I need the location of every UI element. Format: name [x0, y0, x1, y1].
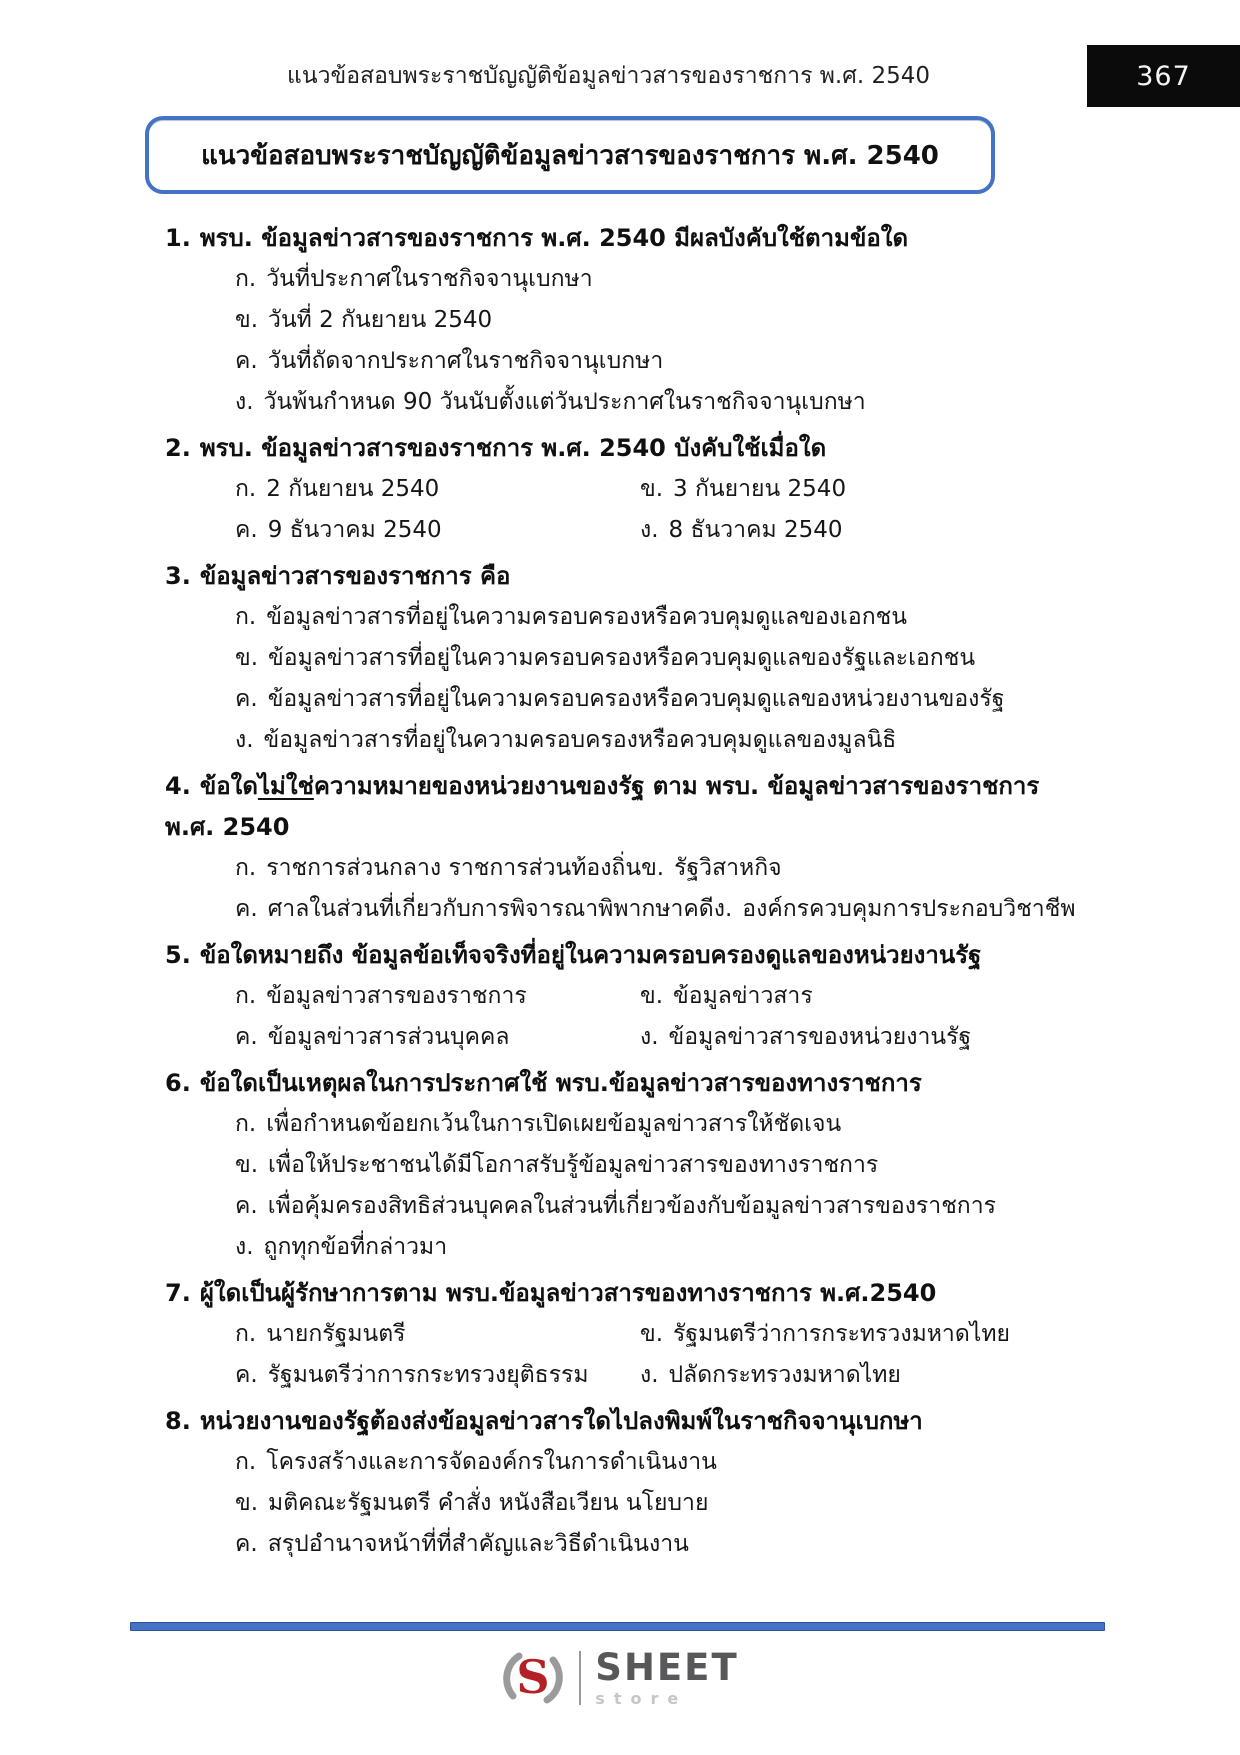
option-row [165, 638, 1080, 679]
option [640, 1017, 1080, 1058]
question-text: ข้อใด [199, 772, 258, 800]
question-text: ความหมายของหน่วยงานของรัฐ ตาม พรบ. ข้อมูลข่าวสารของราชการ พ.ศ. 2540 [165, 772, 1040, 841]
option-row [165, 1104, 1080, 1145]
option [640, 510, 1080, 551]
option-text: วันที่ถัดจากประกาศในราชกิจจานุเบกษา [267, 348, 664, 374]
question-text: ข้อใดหมายถึง ข้อมูลข้อเท็จจริงที่อยู่ในความครอบครองดูแลของหน่วยงานรัฐ [199, 941, 982, 969]
option-label: ก. [235, 855, 257, 881]
question-number: 1. [165, 224, 191, 252]
option [235, 976, 640, 1017]
option-label: ค. [235, 1193, 258, 1219]
option-text: รัฐมนตรีว่าการกระทรวงยุติธรรม [267, 1362, 589, 1388]
option [640, 469, 1080, 510]
option-text: ข้อมูลข่าวสาร [673, 983, 813, 1009]
option-label: ข. [235, 307, 259, 333]
option-label: ค. [235, 686, 258, 712]
sheet-store-logo-icon [501, 1646, 565, 1710]
option-text: ข้อมูลข่าวสารที่อยู่ในความครอบครองหรือควบคุมดูแลของเอกชน [266, 604, 907, 630]
page-number-badge [1087, 45, 1240, 107]
option [235, 1483, 1080, 1524]
option-row [165, 1186, 1080, 1227]
option-row [165, 1524, 1080, 1565]
option [235, 597, 1080, 638]
question-header [165, 1063, 1080, 1104]
option-text: ถูกทุกข้อที่กล่าวมา [263, 1234, 448, 1260]
option-text: เพื่อให้ประชาชนได้มีโอกาสรับรู้ข้อมูลข่าวสารของทางราชการ [268, 1152, 879, 1178]
option-text: โครงสร้างและการจัดองค์กรในการดำเนินงาน [266, 1449, 717, 1475]
option [235, 720, 1080, 761]
option-text: ข้อมูลข่าวสารของหน่วยงานรัฐ [668, 1024, 972, 1050]
option-text: นายกรัฐมนตรี [266, 1321, 406, 1347]
question-header [165, 1401, 1080, 1442]
option-label: ง. [713, 896, 733, 922]
question-text: ข้อใดเป็นเหตุผลในการประกาศใช้ พรบ.ข้อมูลข่าวสารของทางราชการ [199, 1069, 922, 1097]
option [235, 300, 1080, 341]
question-number: 5. [165, 941, 191, 969]
option-text: ปลัดกระทรวงมหาดไทย [668, 1362, 901, 1388]
question-header [165, 556, 1080, 597]
option-label: ค. [235, 1024, 258, 1050]
option-row [165, 1442, 1080, 1483]
option-row [165, 976, 1080, 1017]
question-text: พรบ. ข้อมูลข่าวสารของราชการ พ.ศ. 2540 บังคับใช้เมื่อใด [199, 434, 827, 462]
option [235, 1104, 1080, 1145]
question [165, 935, 1080, 1058]
option [235, 1145, 1080, 1186]
option-text: ข้อมูลข่าวสารของราชการ [266, 983, 527, 1009]
option-row [165, 259, 1080, 300]
option-row [165, 848, 1080, 889]
option-label: ก. [235, 266, 257, 292]
question [165, 556, 1080, 761]
svg-text:S: S [516, 1650, 550, 1704]
question [165, 1063, 1080, 1268]
option-label: ค. [235, 1531, 258, 1557]
option-row [165, 300, 1080, 341]
question-text: ผู้ใดเป็นผู้รักษาการตาม พรบ.ข้อมูลข่าวสารของทางราชการ พ.ศ.2540 [199, 1279, 937, 1307]
option [235, 510, 640, 551]
question-number: 8. [165, 1407, 191, 1435]
option-text: มติคณะรัฐมนตรี คำสั่ง หนังสือเวียน นโยบาย [268, 1490, 709, 1516]
option-row [165, 1145, 1080, 1186]
option-row [165, 679, 1080, 720]
option-label: ก. [235, 1111, 257, 1137]
question-text: พรบ. ข้อมูลข่าวสารของราชการ พ.ศ. 2540 มีผลบังคับใช้ตามข้อใด [199, 224, 909, 252]
option-label: ก. [235, 1449, 257, 1475]
question-number: 2. [165, 434, 191, 462]
option-text: 3 กันยายน 2540 [673, 476, 847, 502]
option-row [165, 1314, 1080, 1355]
option-text: ข้อมูลข่าวสารที่อยู่ในความครอบครองหรือควบคุมดูแลของมูลนิธิ [263, 727, 897, 753]
option-text: เพื่อคุ้มครองสิทธิส่วนบุคคลในส่วนที่เกี่ยวข้องกับข้อมูลข่าวสารของราชการ [267, 1193, 996, 1219]
option-text: รัฐวิสาหกิจ [674, 855, 782, 881]
option-text: รัฐมนตรีว่าการกระทรวงมหาดไทย [673, 1321, 1010, 1347]
option [235, 259, 1080, 300]
option-text: วันที่ประกาศในราชกิจจานุเบกษา [266, 266, 593, 292]
title-box [145, 116, 995, 194]
option-text: เพื่อกำหนดข้อยกเว้นในการเปิดเผยข้อมูลข่าวสารให้ชัดเจน [266, 1111, 842, 1137]
option-text: สรุปอำนาจหน้าที่ที่สำคัญและวิธีดำเนินงาน [267, 1531, 689, 1557]
option-row [165, 469, 1080, 510]
option-label: ก. [235, 476, 257, 502]
option-row [165, 1227, 1080, 1268]
option-text: ราชการส่วนกลาง ราชการส่วนท้องถิ่น [266, 855, 642, 881]
option [235, 1442, 1080, 1483]
option [235, 638, 1080, 679]
option-label: ข. [640, 983, 664, 1009]
option-label: ค. [235, 517, 258, 543]
option-label: ค. [235, 348, 258, 374]
option-label: ง. [235, 727, 254, 753]
option-label: ข. [641, 855, 665, 881]
question-text: หน่วยงานของรัฐต้องส่งข้อมูลข่าวสารใดไปลงพิมพ์ในราชกิจจานุเบกษา [199, 1407, 923, 1435]
option-row [165, 1483, 1080, 1524]
option-row [165, 341, 1080, 382]
question-header [165, 935, 1080, 976]
option-label: ง. [640, 517, 659, 543]
option [235, 889, 714, 930]
option [235, 382, 1080, 423]
option [235, 1227, 1080, 1268]
option-text: ศาลในส่วนที่เกี่ยวกับการพิจารณาพิพากษาคดี [267, 896, 714, 922]
question [165, 766, 1080, 930]
question-text-underlined: ไม่ใช่ [257, 772, 314, 800]
question-number: 6. [165, 1069, 191, 1097]
question [165, 218, 1080, 423]
option [641, 848, 1080, 889]
option-label: ข. [640, 476, 664, 502]
question-number: 4. [165, 772, 191, 800]
option-label: ค. [235, 1362, 258, 1388]
option-row [165, 1355, 1080, 1396]
logo-divider [579, 1651, 581, 1705]
option-label: ข. [235, 645, 259, 671]
option [235, 1355, 640, 1396]
option-label: ข. [235, 1490, 259, 1516]
option-row [165, 597, 1080, 638]
option-text: องค์กรควบคุมการประกอบวิชาชีพ [742, 896, 1076, 922]
question-header [165, 766, 1080, 848]
option-label: ก. [235, 983, 257, 1009]
question-number: 7. [165, 1279, 191, 1307]
question-header [165, 218, 1080, 259]
option-label: ง. [235, 1234, 254, 1260]
option-text: วันที่ 2 กันยายน 2540 [268, 307, 493, 333]
option-label: ง. [640, 1024, 659, 1050]
option-text: 9 ธันวาคม 2540 [267, 517, 442, 543]
option-text: ข้อมูลข่าวสารที่อยู่ในความครอบครองหรือควบคุมดูแลของหน่วยงานของรัฐ [267, 686, 1005, 712]
option [235, 1186, 1080, 1227]
question [165, 428, 1080, 551]
questions [165, 213, 1080, 1565]
option [235, 469, 640, 510]
option-text: 8 ธันวาคม 2540 [668, 517, 843, 543]
option-label: ข. [640, 1321, 664, 1347]
logo-name: SHEET [595, 1646, 739, 1689]
option [235, 1017, 640, 1058]
option-text: 2 กันยายน 2540 [266, 476, 440, 502]
question [165, 1401, 1080, 1565]
option [714, 889, 1080, 930]
option [235, 679, 1080, 720]
option-label: ข. [235, 1152, 259, 1178]
option [640, 1355, 1080, 1396]
option-row [165, 720, 1080, 761]
option [235, 1314, 640, 1355]
question [165, 1273, 1080, 1396]
page-number: 367 [1136, 60, 1191, 92]
option-row [165, 889, 1080, 930]
option [640, 1314, 1080, 1355]
question-header [165, 428, 1080, 469]
page-title: แนวข้อสอบพระราชบัญญัติข้อมูลข่าวสารของราชการ พ.ศ. 2540 [201, 140, 939, 171]
option-label: ก. [235, 604, 257, 630]
option-label: ง. [235, 389, 254, 415]
option-label: ก. [235, 1321, 257, 1347]
option [235, 1524, 1080, 1565]
option [235, 848, 641, 889]
option-text: ข้อมูลข่าวสารที่อยู่ในความครอบครองหรือควบคุมดูแลของรัฐและเอกชน [268, 645, 976, 671]
option-row [165, 510, 1080, 551]
option-text: ข้อมูลข่าวสารส่วนบุคคล [267, 1024, 510, 1050]
option-row [165, 1017, 1080, 1058]
logo-subtitle: store [595, 1689, 688, 1708]
option-label: ค. [235, 896, 258, 922]
option [640, 976, 1080, 1017]
option-label: ง. [640, 1362, 659, 1388]
option-text: วันพ้นกำหนด 90 วันนับตั้งแต่วันประกาศในราชกิจจานุเบกษา [263, 389, 866, 415]
option [235, 341, 1080, 382]
question-text: ข้อมูลข่าวสารของราชการ คือ [199, 562, 511, 590]
question-header [165, 1273, 1080, 1314]
option-row [165, 382, 1080, 423]
running-header: แนวข้อสอบพระราชบัญญัติข้อมูลข่าวสารของราชการ พ.ศ. 2540 [287, 63, 930, 89]
logo-words [595, 1646, 739, 1708]
footer-divider [130, 1622, 1105, 1631]
brand-logo [0, 1646, 1240, 1710]
question-number: 3. [165, 562, 191, 590]
